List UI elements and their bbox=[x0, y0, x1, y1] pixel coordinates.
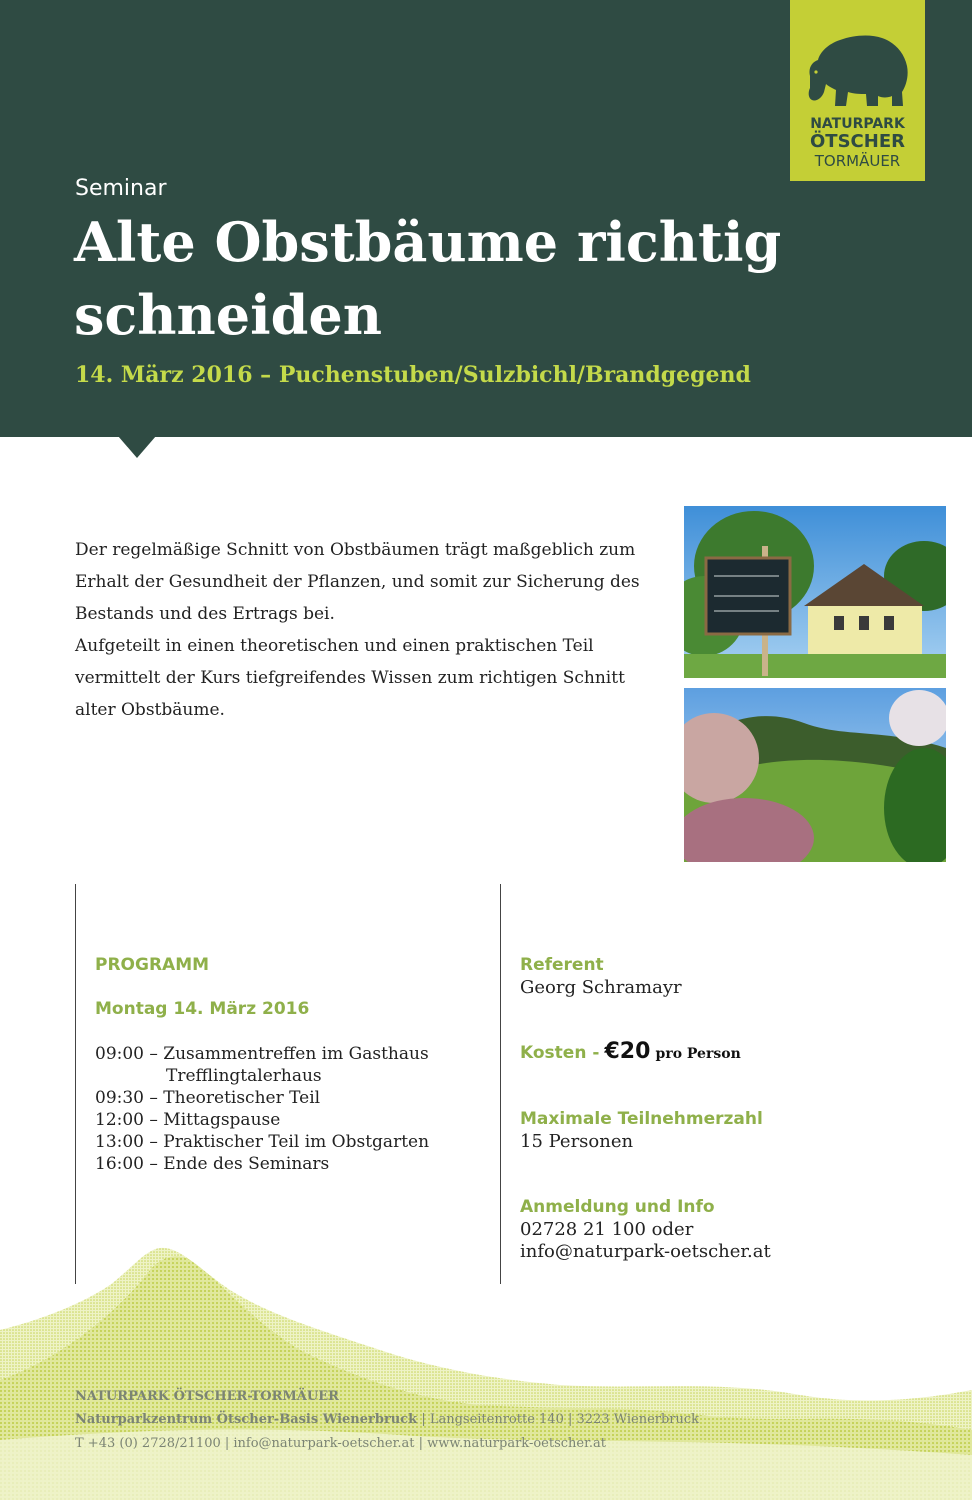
footer-center-name: Naturparkzentrum Ötscher-Basis Wienerbruck bbox=[75, 1412, 418, 1427]
event-type: Seminar bbox=[75, 176, 167, 201]
bear-icon bbox=[804, 32, 910, 110]
event-date-location: 14. März 2016 – Puchenstuben/Sulzbichl/Brandgegend bbox=[75, 362, 751, 388]
footer-contact: T +43 (0) 2728/21100 | info@naturpark-oetscher.at | www.naturpark-oetscher.at bbox=[75, 1436, 607, 1451]
photo-obstgarten bbox=[684, 688, 946, 862]
mountain-illustration bbox=[0, 1230, 972, 1500]
anmeldung-phone: 02728 21 100 oder bbox=[520, 1219, 694, 1240]
anmeldung-email[interactable]: info@naturpark-oetscher.at bbox=[520, 1241, 771, 1262]
list-item: 12:00 – Mittagspause bbox=[95, 1110, 281, 1130]
kosten-amount: €20 bbox=[604, 1039, 651, 1064]
anmeldung-label: Anmeldung und Info bbox=[520, 1197, 715, 1217]
divider-middle bbox=[500, 884, 501, 1284]
intro-paragraph-1: Der regelmäßige Schnitt von Obstbäumen trägt maßgeblich zum Erhalt der Gesundheit der Pflanzen, und somit zur Sicherung des Bestands und des Ertrags bei. bbox=[75, 540, 640, 624]
logo-line-2: ÖTSCHER bbox=[810, 131, 905, 152]
logo-line-3: TORMÄUER bbox=[814, 152, 901, 170]
referent-value: Georg Schramayr bbox=[520, 977, 682, 998]
footer-org-name: NATURPARK ÖTSCHER-TORMÄUER bbox=[75, 1389, 339, 1404]
teilnehmer-value: 15 Personen bbox=[520, 1131, 634, 1152]
referent-label: Referent bbox=[520, 955, 604, 975]
list-item: 13:00 – Praktischer Teil im Obstgarten bbox=[95, 1132, 430, 1152]
programm-heading: PROGRAMM bbox=[95, 955, 210, 975]
divider-left bbox=[75, 884, 76, 1284]
programm-date: Montag 14. März 2016 bbox=[95, 999, 310, 1019]
logo-line-1: NATURPARK bbox=[810, 116, 905, 132]
list-item: 09:30 – Theoretischer Teil bbox=[95, 1088, 321, 1108]
page-title: Alte Obstbäume richtig schneiden bbox=[74, 210, 782, 347]
programm-list bbox=[95, 1043, 429, 1175]
footer-address bbox=[75, 1412, 699, 1427]
naturpark-logo bbox=[790, 0, 925, 181]
intro-text bbox=[75, 534, 665, 726]
teilnehmer-label: Maximale Teilnehmerzahl bbox=[520, 1109, 763, 1129]
footer-address-rest: | Langseitenrotte 140 | 3223 Wienerbruck bbox=[417, 1412, 700, 1427]
header-notch bbox=[118, 436, 156, 458]
photo-gasthaus bbox=[684, 506, 946, 678]
list-item: 16:00 – Ende des Seminars bbox=[95, 1154, 330, 1174]
intro-paragraph-2: Aufgeteilt in einen theoretischen und einen praktischen Teil vermittelt der Kurs tiefgreifendes Wissen zum richtigen Schnitt alter Obstbäume. bbox=[75, 636, 625, 720]
list-item: Trefflingtalerhaus bbox=[166, 1066, 322, 1086]
list-item: 09:00 – Zusammentreffen im Gasthaus bbox=[95, 1044, 429, 1064]
kosten-unit: pro Person bbox=[655, 1046, 741, 1062]
kosten-row bbox=[520, 1039, 741, 1064]
kosten-label: Kosten - bbox=[520, 1043, 600, 1063]
